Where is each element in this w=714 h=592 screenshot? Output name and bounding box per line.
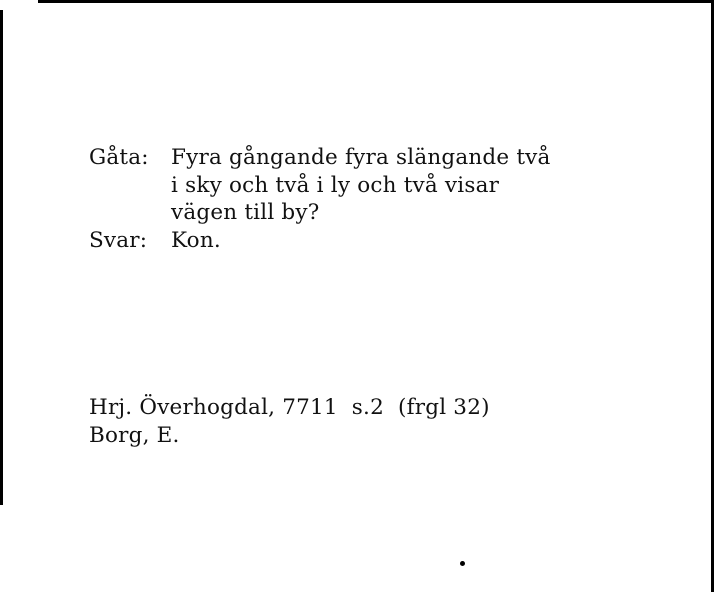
- answer-label: Svar:: [89, 228, 148, 253]
- riddle-line-3: vägen till by?: [171, 200, 320, 225]
- source-reference: Hrj. Överhogdal, 7711 s.2 (frgl 32): [89, 395, 490, 420]
- ink-dot: [460, 561, 465, 566]
- card-border-left: [0, 10, 3, 505]
- card-border-top: [38, 0, 714, 3]
- source-author: Borg, E.: [89, 423, 180, 448]
- answer-text: Kon.: [171, 228, 221, 253]
- riddle-label: Gåta:: [89, 145, 149, 170]
- riddle-line-1: Fyra gångande fyra slängande två: [171, 145, 551, 170]
- riddle-line-2: i sky och två i ly och två visar: [171, 173, 500, 198]
